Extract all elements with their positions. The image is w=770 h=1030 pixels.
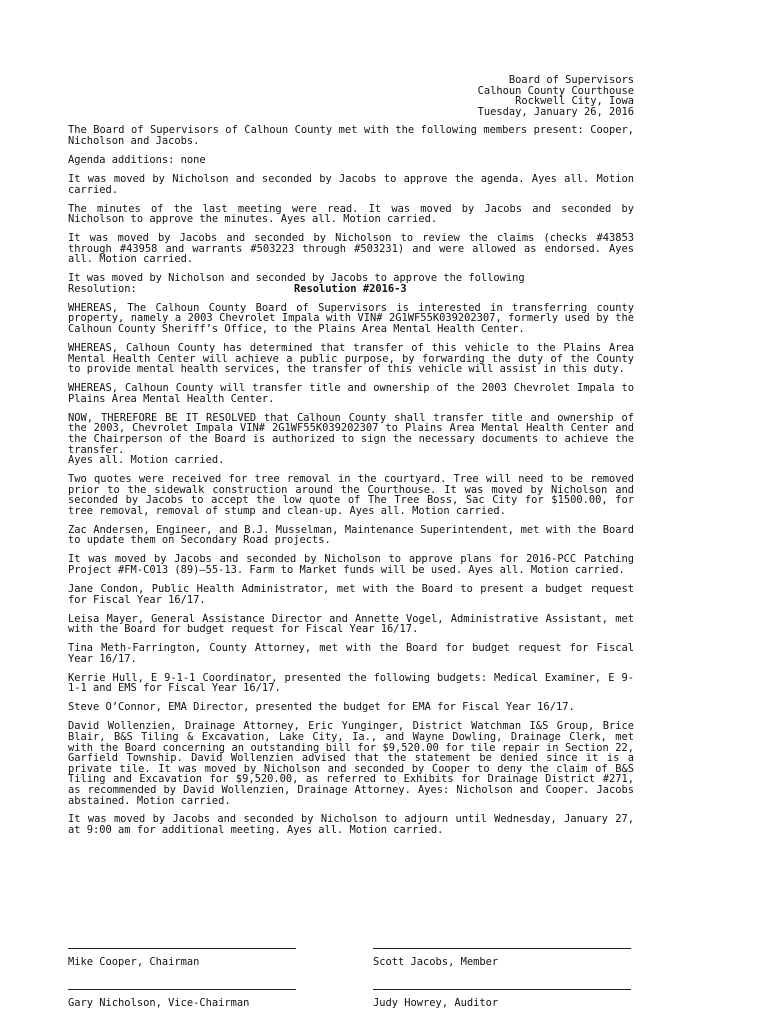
paragraph-whereas-3: WHEREAS, Calhoun County will transfer title and ownership of the 2003 Chevrolet Impala to Plains Area Mental Health Center. <box>68 382 634 405</box>
paragraph-whereas-1: WHEREAS, The Calhoun County Board of Supervisors is interested in transferring county property, namely a 2003 Chevrolet Impala with VIN# 2G1WF55K039202307, formerly used by the Calhoun County Sheriff’s Office, to the Plains Area Mental Health Center. <box>68 301 634 336</box>
resolved-text: NOW, THEREFORE BE IT RESOLVED that Calhoun County shall transfer title and ownership of the 2003, Chevrolet Impala VIN# 2G1WF55K039202307 to Plains Area Mental Health Center and the Chairperson of the Board is authorized to sign the necessary documents to achieve the transfer. <box>68 411 634 456</box>
paragraph-tree-removal: Two quotes were received for tree removal in the courtyard. Tree will need to be removed prior to the sidewalk construction around the Courthouse. It was moved by Nicholson and seconded by Jacobs to accept the low quote of The Tree Boss, Sac City for $1500.00, for tree removal, removal of stump and clean-up. Ayes all. Motion carried. <box>68 473 634 517</box>
signature-line <box>68 989 296 990</box>
document-header <box>68 75 634 117</box>
paragraph-engineer-update: Zac Andersen, Engineer, and B.J. Musselman, Maintenance Superintendent, met with the Board to update them on Secondary Road projects. <box>68 523 634 547</box>
header-courthouse: Calhoun County Courthouse <box>477 84 634 97</box>
paragraph-attendance: The Board of Supervisors of Calhoun County met with the following members present: Cooper, Nicholson and Jacobs. <box>68 124 634 147</box>
paragraph-whereas-2: WHEREAS, Calhoun County has determined that transfer of this vehicle to the Plains Area Mental Health Center will achieve a public purpose, by forwarding the duty of the County to provide mental health services, the transfer of this vehicle will assist in this duty. <box>68 342 634 376</box>
paragraph-e911: Kerrie Hull, E 9-1-1 Coordinator, presented the following budgets: Medical Examiner, E 9-1-1 and EMS for Fiscal Year 16/17. <box>68 671 634 695</box>
signature-vice-chairman <box>68 989 296 1009</box>
header-board: Board of Supervisors <box>508 74 634 86</box>
header-date: Tuesday, January 26, 2016 <box>477 105 634 118</box>
resolution-label: Resolution: <box>68 282 137 295</box>
paragraph-resolved <box>68 413 634 466</box>
paragraph-public-health: Jane Condon, Public Health Administrator, met with the Board to present a budget request for Fiscal Year 16/17. <box>68 583 634 606</box>
signature-auditor <box>373 989 631 1009</box>
resolution-title: Resolution #2016-3 <box>294 282 407 295</box>
paragraph-county-attorney: Tina Meth-Farrington, County Attorney, met with the Board for budget request for Fiscal Year 16/17. <box>68 642 634 665</box>
signature-line <box>373 989 631 990</box>
header-city: Rockwell City, Iowa <box>515 95 634 108</box>
signature-row <box>68 948 634 989</box>
paragraph-agenda-additions: Agenda additions: none <box>68 153 206 166</box>
signature-chairman <box>68 948 296 968</box>
resolved-vote: Ayes all. Motion carried. <box>68 454 225 467</box>
signature-line <box>68 948 296 949</box>
signature-name: Gary Nicholson, Vice-Chairman <box>68 997 250 1009</box>
signature-name: Mike Cooper, Chairman <box>68 956 200 968</box>
paragraph-agenda-approval: It was moved by Nicholson and seconded by Jacobs to approve the agenda. Ayes all. Motion carried. <box>68 172 634 196</box>
signature-name: Scott Jacobs, Member <box>373 956 499 968</box>
signature-name: Judy Howrey, Auditor <box>373 997 499 1009</box>
signature-block <box>68 948 634 1030</box>
minutes-document <box>68 75 634 844</box>
paragraph-minutes: The minutes of the last meeting were read. It was moved by Jacobs and seconded by Nicholson to approve the minutes. Ayes all. Motion carried. <box>68 202 634 226</box>
paragraph-pcc-patching: It was moved by Jacobs and seconded by Nicholson to approve plans for 2016-PCC Patching Project #FM-C013 (89)—55-13. Farm to Market funds will be used. Ayes all. Motion carried. <box>68 553 634 577</box>
paragraph-ema: Steve O’Connor, EMA Director, presented the budget for EMA for Fiscal Year 16/17. <box>68 701 575 714</box>
resolution-intro-text: It was moved by Nicholson and seconded by Jacobs to approve the following <box>68 272 525 285</box>
resolution-heading-row <box>68 284 634 295</box>
signature-member <box>373 948 631 968</box>
paragraph-drainage: David Wollenzien, Drainage Attorney, Eric Yunginger, District Watchman I&S Group, Brice Blair, B&S Tiling & Excavation, Lake City, Ia., and Wayne Dowling, Drainage Clerk, met with the Board concerning an outstanding bill for $9,520.00 for tile repair in Section 22, Garfield Township. David Wollenzien advised that the statement be denied since it is a private tile. It was moved by Nicholson and seconded by Cooper to deny the claim of B&S Tiling and Excavation for $9,520.00, as referred to Exhibits for Drainage District #271, as recommended by David Wollenzien, Drainage Attorney. Ayes: Nicholson and Cooper. Jacobs abstained. Motion carried. <box>68 720 634 807</box>
paragraph-claims: It was moved by Jacobs and seconded by Nicholson to review the claims (checks #43853 through #43958 and warrants #503223 through #503231) and were allowed as endorsed. Ayes all. Motion carried. <box>68 232 634 266</box>
paragraph-general-assistance: Leisa Mayer, General Assistance Director and Annette Vogel, Administrative Assistant, met with the Board for budget request for Fiscal Year 16/17. <box>68 612 634 636</box>
signature-line <box>373 948 631 949</box>
paragraph-adjourn: It was moved by Jacobs and seconded by Nicholson to adjourn until Wednesday, January 27, at 9:00 am for additional meeting. Ayes all. Motion carried. <box>68 813 634 837</box>
paragraph-resolution-intro <box>68 273 634 294</box>
